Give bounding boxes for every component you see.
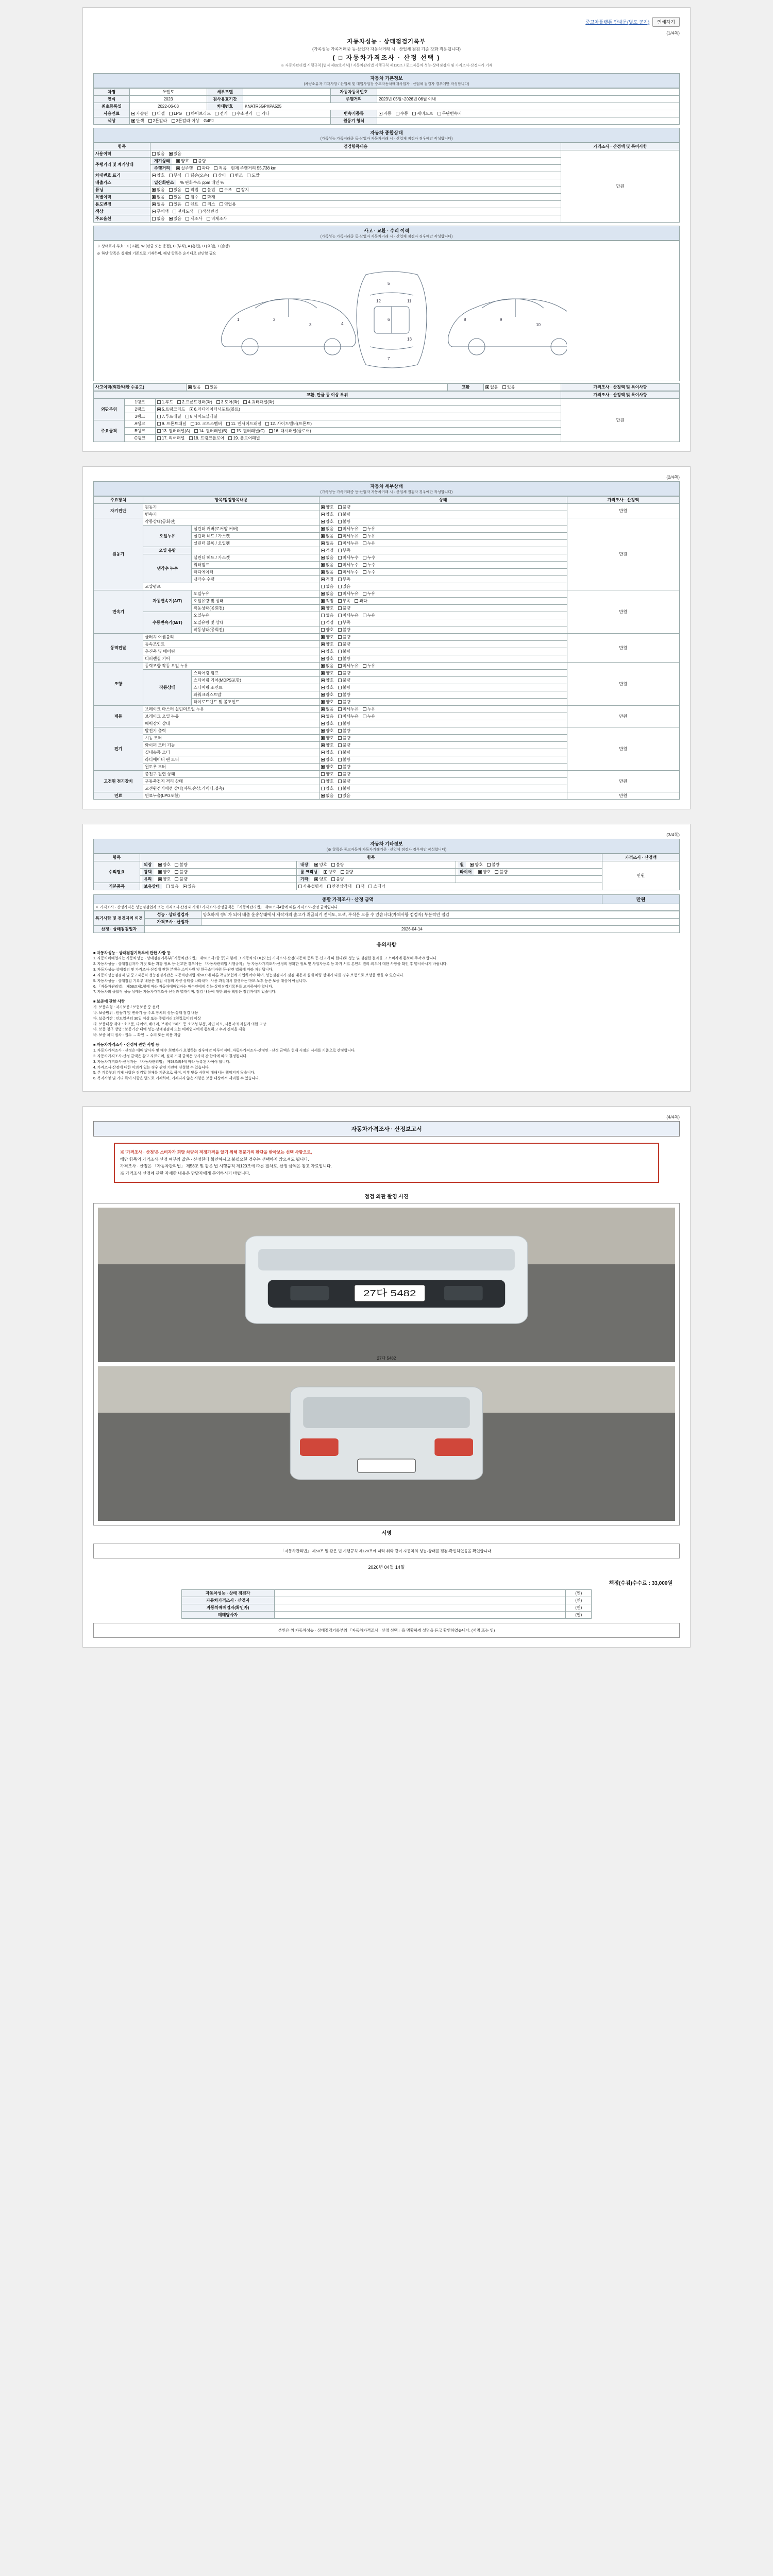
table-row: 냉각수 수량 적정 부족: [94, 575, 680, 583]
table-row: 시동 모터 양호 불량: [94, 734, 680, 741]
wiper-motor-options[interactable]: 양호 불량: [319, 741, 567, 749]
self-diag-engine-options[interactable]: 양호 불량: [319, 503, 567, 511]
fee-value: 33,000원: [651, 1581, 673, 1587]
at-oil-level-options[interactable]: 적정 부족 과다: [319, 597, 567, 604]
emission-values: 일산화탄소 % 탄화수소 ppm 매연 %: [150, 179, 561, 186]
section3-header: 사고 · 교환 · 수리 이력 (가족성능 가족거래중 등-산업자 자동차거래 시 · 산업체 점검자 경우에만 작성합니다): [93, 226, 680, 241]
page-number-4: (4/4쪽): [666, 1114, 680, 1120]
first-reg-date-value: 2022-06-03: [130, 103, 207, 110]
table-row: 자동차매매업자(확인자) (인): [181, 1604, 592, 1612]
radiator-fan-options[interactable]: 양호 불량: [319, 756, 567, 763]
page-number-2: (2/4쪽): [666, 474, 680, 480]
oil-level-options[interactable]: 적정 부족: [319, 547, 567, 554]
mt-oil-level-options[interactable]: 적정 부족: [319, 619, 567, 626]
cylinder-head-oil-options[interactable]: 없음 미세누유 누유: [319, 532, 567, 539]
brake-oil-options[interactable]: 없음 미세누유 누유: [319, 713, 567, 720]
vin-mark-options[interactable]: 양호 부식 훼손(오손) 상이 변조 도말: [150, 172, 561, 179]
accident-history-options[interactable]: 없음 있음: [187, 383, 448, 391]
fee-label: 책정(수검)수수료 :: [609, 1581, 650, 1587]
repair-interior[interactable]: 내장 양호 불량: [296, 861, 456, 868]
table-row: 최초등록일 2022-06-03 차대번호 KNATR5GPXPA525: [94, 103, 680, 110]
performance-inspector-opinion: 양호하게 정비가 되어 배출 운송상태에서 제작자의 출고가 취급되기 전에도, 도색, 부식은 모름 수 있습니다(자체사항 점검자) 부분적인 점검: [201, 911, 679, 918]
table-row: 고전원 전기장치 충전구 절연 상태 양호 불량 만원: [94, 770, 680, 777]
repair-tire[interactable]: 타이어 양호 불량: [456, 868, 602, 875]
engine-type-value: [377, 117, 680, 124]
cv-joint-options[interactable]: 양호 불량: [319, 640, 567, 648]
page-1: [82, 7, 691, 452]
price-assessor-opinion: [201, 918, 679, 925]
platform-notice-link[interactable]: 중고차플랫폼 안내문(별도 공지): [585, 20, 650, 25]
alternator-options[interactable]: 양호 불량: [319, 727, 567, 734]
plate-number-value: [377, 88, 680, 95]
price-adjust-note: 만원: [561, 150, 680, 222]
table-row: 차명 쏘렌토 세부모델 자동차등록번호: [94, 88, 680, 95]
table-row: 제동 브레이크 마스터 실린더오일 누유 없음 미세누유 누유 만원: [94, 705, 680, 713]
table-row: 2랭크 5.트렁크리드 6.라디에이터서포트(볼트): [94, 405, 680, 413]
svg-text:7: 7: [388, 356, 390, 361]
starter-motor-options[interactable]: 양호 불량: [319, 734, 567, 741]
table-row: [94, 875, 680, 883]
print-button[interactable]: 인쇄하기: [652, 17, 680, 27]
inspector-opinion-table: [93, 911, 680, 933]
table-row: 사용이력 없음 있음 만원: [94, 150, 680, 157]
guide-item: 7. 자동차의 종합적 성능 상태는 자동차가격조사·산정과 별개이며, 점검 내용에 대한 최종 책임은 점검자에게 있습니다.: [93, 990, 277, 994]
steering-joint-options[interactable]: 양호 불량: [319, 684, 567, 691]
overall-condition-table: [93, 143, 680, 223]
table-row: 주행거리 및 계기상태 계기상태 양호 불량: [94, 157, 680, 164]
year-value: 2023: [130, 95, 207, 103]
toolbar: [93, 15, 680, 30]
rocker-cover-options[interactable]: 없음 미세누유 누유: [319, 525, 567, 532]
steering-gear-options[interactable]: 양호 불량: [319, 676, 567, 684]
panel-rank-table: [93, 391, 680, 442]
table-row: 색상 단색 2톤칼라 3톤칼라 이상 G4FJ 원동기 형식: [94, 117, 680, 124]
svg-text:8: 8: [464, 317, 466, 322]
steering-pump-options[interactable]: 양호 불량: [319, 669, 567, 676]
guide-title: 유의사항: [376, 942, 397, 948]
table-row: 와이퍼 모터 기능 양호 불량: [94, 741, 680, 749]
table-row: 작동상태(공회전) 양호 불량: [94, 604, 680, 612]
table-header-row: 교환, 판금 등 이상 부위 가격조사 · 산정액 및 특이사항: [94, 391, 680, 398]
guide-item: 3. 자동차성능·상태점검 및 가격조사·산정에 관한 분쟁은 소비자원 및 한국소비자원 등-관련 법률에 따라 처리됩니다.: [93, 968, 274, 972]
panel-price-note: 만원: [561, 398, 680, 442]
svg-text:12: 12: [376, 298, 381, 303]
guide-item: 다. 보증기간 : 인도일부터 30일 이상 또는 주행거리 2천킬로미터 이상: [93, 1016, 201, 1021]
damage-diagram-panel: [93, 241, 680, 381]
document-page-1: [0, 0, 773, 459]
brake-master-options[interactable]: 없음 미세누유 누유: [319, 705, 567, 713]
table-row: 튜닝 없음 있음 적법 불법 구조 장치: [94, 186, 680, 193]
notice-line-4: ※ 가격조사·산정에 관한 자세한 내용은 담당자에게 문의하시기 바랍니다.: [120, 1171, 250, 1176]
notice-line-1: ※ '가격조사 · 산정'은 소비자가 희망 차량의 적정가격을 알기 위해 전문가의 판단을 받아보는 선택 사항으로,: [120, 1150, 312, 1155]
table-row: 외판부위 1랭크 1.후드 2.프론트펜더(좌) 3.도어(좌) 4.쿼터패널(좌) 만원: [94, 398, 680, 405]
table-row: 고압펌프 없음 있음: [94, 583, 680, 590]
table-row: [94, 868, 680, 875]
color-change-options[interactable]: 무채색 전체도색 색상변경: [150, 208, 561, 215]
section4-header: 자동차 세부상태 (가족성능 가족거래중 등-산업자 자동차거래 시 · 산업체 점검자 경우에만 작성합니다): [93, 481, 680, 496]
coolant-head-options[interactable]: 없음 미세누수 누수: [319, 554, 567, 561]
table-row: 동력전달 클러치 어셈블리 양호 불량 만원: [94, 633, 680, 640]
table-row: 타이로드엔드 및 볼조인트 양호 불량: [94, 698, 680, 705]
guide-item: 1. 자동차매매업자는 자동차성능 · 상태점검기록부(「자동차관리법」 제58조제1항 등)와 함께 그 자동차의 DL(또는) 가격조사·산정(자동차 등록 등-신고에 따 한다)로 성능 및 점검한 결과를 그 소비자에 통보해 주셔야 합니다.: [93, 957, 438, 961]
section2-header: 자동차 종합상태 (가족성능 가족거래중 등-산업자 자동차거래 시 · 산업체 점검자 경우에만 작성합니다): [93, 128, 680, 143]
table-row: 냉각수 누수 실린더 헤드 / 가스켓 없음 미세누수 누수: [94, 554, 680, 561]
table-row: 브레이크 오일 누유 없음 미세누유 누유: [94, 713, 680, 720]
table-row: 색상 무채색 전체도색 색상변경: [94, 208, 680, 215]
svg-text:4: 4: [341, 321, 344, 326]
table-row: 배출가스 일산화탄소 % 탄화수소 ppm 매연 %: [94, 179, 680, 186]
front-photo-plate: 27다 5482: [377, 1356, 396, 1361]
battery-isolation-options[interactable]: 양호 불량: [319, 777, 567, 785]
differential-options[interactable]: 양호 불량: [319, 655, 567, 662]
page-number-1: (1/4쪽): [666, 30, 680, 36]
seal-3: (인): [566, 1612, 592, 1619]
guide-section-1-head: ■ 보증에 관한 사항: [93, 999, 125, 1004]
table-row: 스티어링 기어(MDPS포함) 양호 불량: [94, 676, 680, 684]
accident-history-table: [93, 383, 680, 391]
detail-model-value: [243, 88, 331, 95]
table-row: 오일유량 및 상태 적정 부족: [94, 619, 680, 626]
color-options[interactable]: 단색 2톤칼라 3톤칼라 이상 G4FJ: [130, 117, 331, 124]
svg-text:6: 6: [388, 317, 390, 322]
transmission-options[interactable]: 자동 수동 세미오토 무단변속기: [377, 110, 680, 117]
repair-exterior[interactable]: 외장 양호 불량: [140, 861, 297, 868]
basic-items-have[interactable]: 보유상태 없음 있음: [140, 883, 297, 890]
seal-2: (인): [566, 1604, 592, 1612]
fee-row: [93, 1575, 680, 1589]
hv-wiring-options[interactable]: 양호 불량: [319, 785, 567, 792]
clutch-options[interactable]: 양호 불량: [319, 633, 567, 640]
self-diag-trans-options[interactable]: 양호 불량: [319, 511, 567, 518]
table-row: 매매당사자 (인): [181, 1612, 592, 1619]
table-row: 수리필요 외장 양호 불량 내장 양호 불량 휠 양호 불량 만원: [94, 861, 680, 868]
main-options-options[interactable]: 없음 있음 제조사 비제조사: [150, 215, 561, 222]
outer-rank1-items[interactable]: 1.후드 2.프론트펜더(좌) 3.도어(좌) 4.쿼터패널(좌): [156, 398, 561, 405]
section1-header: 자동차 기본정보 (차량소유자 기재사항 / 산업체 및 매입사업장 중고자동차매매사업자 · 산업체 점검자 경우에만 작성합니다): [93, 73, 680, 88]
outer-rank2-items[interactable]: 5.트렁크리드 6.라디에이터서포트(볼트): [156, 405, 561, 413]
inspection-date-value: 2026-04-14: [144, 925, 679, 933]
guide-section-2-head: ■ 자동차가격조사 · 산정에 관한 사항 등: [93, 1042, 160, 1047]
photo-section-title: 점검 외관 촬영 사진: [364, 1194, 409, 1200]
final-price-table: [93, 894, 680, 911]
table-row: 실린더 블록 / 오일팬 없음 미세누유 누유: [94, 539, 680, 547]
table-row: 주요옵션 없음 있음 제조사 비제조사: [94, 215, 680, 222]
signature-date: 2026년 04월 14일: [368, 1565, 405, 1570]
table-row: 오일 유량 적정 부족: [94, 547, 680, 554]
inspection-valid-value: [243, 95, 331, 103]
repair-polish[interactable]: 광택 양호 불량: [140, 868, 297, 875]
svg-text:13: 13: [407, 336, 412, 342]
signature-legal-note: 「자동차관리법」 제58조 및 같은 법 시행규칙 제120조에 따라 위와 같이 자동차의 성능·상태를 점검·확인하였음을 확인합니다.: [93, 1544, 680, 1558]
final-confirmation-note: 본인은 위 자동차성능 · 상태점검기록부의 「자동차가격조사 · 산정 선택」을 명확하게 설명을 듣고 확인하였습니다. (서명 또는 인): [93, 1623, 680, 1638]
booster-options[interactable]: 양호 불량: [319, 720, 567, 727]
document-page-2: [0, 459, 773, 817]
signer-name-2[interactable]: [274, 1604, 566, 1612]
inner-rankA-items[interactable]: 9. 프론트패널 10. 크로스멤버 11. 인사이드패널 12. 사이드멤버(프론트): [156, 420, 561, 427]
table-row: 변속기 양호 불량: [94, 511, 680, 518]
table-row: 수동변속기(M/T) 오일누유 없음 미세누유 누유: [94, 612, 680, 619]
basic-items-list[interactable]: 사용설명서 안전삼각대 잭 스패너: [296, 883, 602, 890]
table-row: 특기사항 및 점검자의 의견 성능 · 상태점검자 양호하게 정비가 되어 배출 운송상태에서 제작자의 출고가 취급되기 전에도, 도색, 부식은 모름 수 있습니다(자체사항 점검자) 부분적인 점검: [94, 911, 680, 918]
page-4: [82, 1106, 691, 1648]
outer-rank3-items[interactable]: 7.루프패널 8.사이드실패널: [156, 413, 561, 420]
guide-body: [93, 950, 680, 1082]
signer-name-1[interactable]: [274, 1597, 566, 1604]
document-title-secondary: ( □ 자동차가격조사 · 산정 선택 ): [332, 54, 441, 61]
document-page-3: [0, 817, 773, 1099]
guide-item: 3. 자동차가격조사·산정자는 「자동차관리법」 제58조의4에 따라 등록된 자여야 합니다.: [93, 1060, 230, 1064]
table-row: C랭크 17. 리어패널 18. 트렁크플로어 19. 플로어패널: [94, 434, 680, 442]
guide-item: 1. 자동차가격조사 · 산정은 매매 당사자 및 매수 희망자가 요청하는 경우에만 이루어지며, 자동차가격조사·산정인 · 산정 금액은 현재 시점의 시세를 기준으로 산정합니다.: [93, 1049, 356, 1053]
notice-line-2: 해당 항목의 가격조사·산정 여부와 값은 · 산정한다 확인하시고 불필요한 경우는 선택하지 않으셔도 됩니다.: [120, 1157, 309, 1162]
document-legal-note: ※ 자동차관리법 시행규칙 [별지 제82호서식] / 자동차관리법 시행규칙 제120조 / 중고자동차 성능·상태점검자 및 가격조사·산정자가 기재: [280, 64, 493, 67]
document-subtitle: (가족성능 가족거래중 등-산업자 자동차거래 시 · 산업체 점검 기준 강화 적용됩니다): [312, 47, 461, 52]
cylinder-block-options[interactable]: 없음 미세누유 누유: [319, 539, 567, 547]
special-history-options[interactable]: 없음 있음 침수 화재: [150, 193, 561, 200]
page-3: [82, 824, 691, 1092]
table-row: 실내송풍 모터 양호 불량: [94, 749, 680, 756]
usage-change-options[interactable]: 없음 있음 렌트 리스 영업용: [150, 200, 561, 208]
repair-etc[interactable]: 기타 양호 불량: [296, 875, 456, 883]
front-view-photo: [98, 1208, 675, 1362]
table-row: 등속조인트 양호 불량: [94, 640, 680, 648]
svg-text:1: 1: [237, 317, 240, 322]
guide-item: 나. 보증범위 : 원동기 및 변속기 등 주요 장치의 성능·상태 점검 내용: [93, 1011, 198, 1015]
high-pressure-pump-options[interactable]: 없음 있음: [319, 583, 567, 590]
page-number-3: (3/4쪽): [666, 832, 680, 837]
guide-section-0-head: ■ 자동차성능 · 상태점검기록부에 관한 사항 등: [93, 950, 171, 955]
table-row: 파워크러스트암 양호 불량: [94, 691, 680, 698]
table-row: 작동상태 스티어링 펌프 양호 불량: [94, 669, 680, 676]
table-row: 라디에이터 없음 미세누수 누수: [94, 568, 680, 575]
mt-idle-options[interactable]: 양호 불량: [319, 626, 567, 633]
table-row: 워터펌프 없음 미세누수 누수: [94, 561, 680, 568]
table-row: 배력장치 상태 양호 불량: [94, 720, 680, 727]
table-header-row: 항목 항목 가격조사 · 산정액: [94, 854, 680, 861]
table-row: 구동축전지 격리 상태 양호 불량: [94, 777, 680, 785]
inner-rankC-items[interactable]: 17. 리어패널 18. 트렁크플로어 19. 플로어패널: [156, 434, 561, 442]
table-row: 디퍼렌셜 기어 양호 불량: [94, 655, 680, 662]
table-row: 오일누유 실린더 커버(로커암 커버) 없음 미세누유 누유: [94, 525, 680, 532]
table-row: 라디에이터 팬 모터 양호 불량: [94, 756, 680, 763]
svg-text:9: 9: [500, 317, 502, 322]
price-report-banner: 자동차가격조사 · 산정보고서: [93, 1121, 680, 1137]
price-selection-notice: [114, 1143, 659, 1183]
signer-name-0[interactable]: [274, 1590, 566, 1597]
tie-rod-options[interactable]: 양호 불량: [319, 698, 567, 705]
table-row: 가격조사 · 산정자: [94, 918, 680, 925]
table-row: 주요골격 A랭크 9. 프론트패널 10. 크로스멤버 11. 인사이드패널 12. 사이드멤버(프론트): [94, 420, 680, 427]
table-row: 고전원전기배선 상태(피복,손상,커넥터,접촉) 양호 불량: [94, 785, 680, 792]
basic-info-table: [93, 88, 680, 125]
table-row: B랭크 13. 필러패널(A) 14. 필러패널(B) 15. 필러패널(C) 16. 대시패널(플로어): [94, 427, 680, 434]
document-page-4: [0, 1099, 773, 1655]
color-code-value: G4FJ: [204, 118, 214, 123]
diagram-note-1: ※ 상태표시 부호 : X (교환), W (판금 또는 용접), C (부식), A (흠집), U (요철), T (손상): [97, 244, 230, 248]
diagram-note-2: ※ 하단 항목은 실제의 기준으로 기재하며, 해당 항목은 순서대로 판단할 필요: [97, 252, 216, 256]
vin-value: KNATR5GPXPA525: [243, 103, 680, 110]
svg-text:2: 2: [273, 317, 276, 322]
table-row: 기본품목 보유상태 없음 있음 사용설명서 안전삼각대 잭 스패너: [94, 883, 680, 890]
section5-header: 자동차 기타정보 (※ 항목은 중고자동차 자동차거래기준 · 산업체 점검자 경우에만 작성합니다): [93, 839, 680, 854]
notice-line-3: 가격조사 · 산정은 「자동차관리법」 제58조 및 같은 법 시행규칙 제120조에 따른 절차로, 산정 금액은 참고 자료입니다.: [120, 1164, 332, 1169]
usage-history-options[interactable]: 없음 있음: [150, 150, 561, 157]
table-row: 조향 동력조향 작동 오일 누유 없음 미세누유 누유 만원: [94, 662, 680, 669]
table-row: 용도변경 없음 있음 렌트 리스 영업용: [94, 200, 680, 208]
odometer-state-options[interactable]: 계기상태 양호 불량: [150, 157, 561, 164]
table-row: 연료 연료누출(LPG포함) 없음 있음 만원: [94, 792, 680, 799]
mileage-options[interactable]: 주행거리 실주행 과다 적음 현재 주행거리 55,738 km: [150, 164, 561, 172]
propeller-shaft-options[interactable]: 양호 불량: [319, 648, 567, 655]
table-row: 연식 2023 검사유효기간 주행거리 2023년 05월~2026년 06월 이내: [94, 95, 680, 103]
table-row: 사고이력(외판/내판 수음도) 없음 있음 교환 없음 있음 가격조사 · 산정액 및 특이사항: [94, 383, 680, 391]
rear-view-photo: [98, 1366, 675, 1521]
signer-name-3[interactable]: [274, 1612, 566, 1619]
guide-item: 5. 본 기록부의 기재 사항은 점검일 현재를 기준으로 하며, 이후 변동 사항에 대해서는 책임지지 않습니다.: [93, 1071, 256, 1075]
table-row: 자동차성능 · 상태 점검자 (인): [181, 1590, 592, 1597]
tuning-options[interactable]: 없음 있음 적법 불법 구조 장치: [150, 186, 561, 193]
document-title: 자동차성능 · 상태점검기록부: [347, 39, 426, 45]
seal-1: (인): [566, 1597, 592, 1604]
blower-motor-options[interactable]: 양호 불량: [319, 749, 567, 756]
table-row: 전기 발전기 출력 양호 불량 만원: [94, 727, 680, 734]
charge-port-insulation-options[interactable]: 양호 불량: [319, 770, 567, 777]
table-row: 차대번호 표기 양호 부식 훼손(오손) 상이 변조 도말: [94, 172, 680, 179]
svg-text:10: 10: [536, 322, 541, 327]
table-row: [94, 904, 680, 910]
fuel-options[interactable]: 가솔린 디젤 LPG 하이브리드 전기 수소전기 기타: [130, 110, 331, 117]
guide-item: 마. 보증 청구 방법 : 보증기간 내에 성능·상태점검자 또는 매매업자에게 통보하고 수리 견적을 제출: [93, 1028, 246, 1032]
guide-item: 바. 보증 처리 절차 : 접수 → 확인 → 수리 또는 비용 지급: [93, 1033, 181, 1038]
table-row: 자기진단 원동기 양호 불량 만원: [94, 503, 680, 511]
table-row: 자동차가격조사 · 산정자 (인): [181, 1597, 592, 1604]
guide-item: 4. 가격조사·산정에 대한 이의가 있는 경우 관련 기관에 신청할 수 있습니다.: [93, 1065, 210, 1070]
other-info-table: [93, 854, 680, 890]
table-row: 3랭크 7.루프패널 8.사이드실패널: [94, 413, 680, 420]
guide-item: 라. 보증대상 제외 : 소모품, 타이어, 배터리, 브레이크패드 등 소모성 부품, 자연 마모, 사용자의 과실에 의한 고장: [93, 1022, 266, 1026]
mileage-period-value: 2023년 05월~2026년 06월 이내: [377, 95, 680, 103]
svg-text:27다 5482: 27다 5482: [363, 1289, 416, 1299]
table-row: 원동기 작동상태(공회전) 양호 불량 만원: [94, 518, 680, 525]
signature-section-title: 서명: [381, 1531, 392, 1537]
guide-item: 5. 자동차성능 · 상태점검 기록부 내용은 점검 시점의 차량 상태를 나타내며, 사용 과정에서 발생하는 마모·노후 등은 보증 대상이 아닙니다.: [93, 979, 307, 983]
mt-oil-leak-options[interactable]: 없음 미세누유 누유: [319, 612, 567, 619]
water-pump-options[interactable]: 없음 미세누수 누수: [319, 561, 567, 568]
seal-0: (인): [566, 1590, 592, 1597]
table-header-row: 항목 점검항목내용 가격조사 · 산정액 및 특이사항: [94, 143, 680, 150]
power-crust-arm-options[interactable]: 양호 불량: [319, 691, 567, 698]
guide-item: 2. 자동차성능 · 상태점검자가 거짓 또는 과장 정보 등-신고한 경우에는 「자동차관리법 시행규칙」 등 자동차가격조사·산정의 정확한 정보 및 사업자등록 등 과거 서류 본인의 권리·의무에 대한 사항을 확인 후 명시하시기 바랍니다.: [93, 962, 448, 967]
inner-rankB-items[interactable]: 13. 필러패널(A) 14. 필러패널(B) 15. 필러패널(C) 16. 대시패널(플로어): [156, 427, 561, 434]
repair-glass[interactable]: 유리 양호 불량: [140, 875, 297, 883]
svg-text:11: 11: [407, 298, 412, 303]
guide-item: 6. 「자동차관리법」 제58조제1항에 따라 자동차매매업자는 매수인에게 성능·상태점검기록부를 고지하여야 합니다.: [93, 985, 273, 989]
guide-item: 6. 복지사양 및 기타 특이 사항은 별도로 기재하며, 기재되지 않은 사항은 보증 대상에서 제외될 수 있습니다.: [93, 1077, 260, 1081]
table-row: 윈도우 모터 양호 불량: [94, 763, 680, 770]
table-header-row: 주요장치 항목/점검항목내용 상태 가격조사 · 산정액: [94, 496, 680, 503]
table-row: 사용연료 가솔린 디젤 LPG 하이브리드 전기 수소전기 기타 변속기종류 자동 수동 세미오토 무단변속기: [94, 110, 680, 117]
window-motor-options[interactable]: 양호 불량: [319, 763, 567, 770]
repair-cleaning[interactable]: 룸 크리닝 양호 불량: [296, 868, 456, 875]
at-idle-options[interactable]: 양호 불량: [319, 604, 567, 612]
table-row: 작동상태(공회전) 양호 불량: [94, 626, 680, 633]
table-row: 오일유량 및 상태 적정 부족 과다: [94, 597, 680, 604]
page-2: [82, 466, 691, 809]
exchange-options[interactable]: 없음 있음: [484, 383, 561, 391]
table-row: 스티어링 조인트 양호 불량: [94, 684, 680, 691]
repair-wheel[interactable]: 휠 양호 불량: [456, 861, 602, 868]
guide-item: 가. 보증유형 : 자기보증 / 보험보증 중 선택: [93, 1006, 159, 1010]
coolant-level-options[interactable]: 적정 부족: [319, 575, 567, 583]
table-row: 종합 가격조사 · 산정 금액 만원: [94, 894, 680, 904]
table-row: 실린더 헤드 / 가스켓 없음 미세누유 누유: [94, 532, 680, 539]
svg-text:5: 5: [388, 281, 390, 286]
table-row: 변속기 자동변속기(A/T) 오일누유 없음 미세누유 누유 만원: [94, 590, 680, 597]
table-row: 추진축 및 베어링 양호 불량: [94, 648, 680, 655]
current-mileage-value: 현재 주행거리 55,738 km: [230, 165, 277, 171]
model-name-value: 쏘렌토: [130, 88, 207, 95]
final-price-note: ※ 가격조사 · 산정가격은 성능점검업자 또는 가격조사·산정자 기재 / 가격조사·산정금액은 「자동차관리법」 제58조제4항에 따른 가격조사·산정 금액입니다.: [94, 904, 680, 910]
table-row: 특별이력 없음 있음 침수 화재: [94, 193, 680, 200]
radiator-options[interactable]: 없음 미세누수 누수: [319, 568, 567, 575]
table-row: 산정 · 상태점검일자 2026-04-14: [94, 925, 680, 933]
detail-condition-table: [93, 496, 680, 800]
at-oil-leak-options[interactable]: 없음 미세누유 누유: [319, 590, 567, 597]
engine-idle-options[interactable]: 양호 불량: [319, 518, 567, 525]
car-diagram: [97, 259, 676, 378]
guide-item: 2. 자동차가격조사·산정 금액은 참고 자료이며, 실제 거래 금액은 당사자 간 합의에 따라 결정됩니다.: [93, 1054, 248, 1058]
power-steering-leak-options[interactable]: 없음 미세누유 누유: [319, 662, 567, 669]
signature-table: [181, 1589, 592, 1619]
guide-item: 4. 자동차성능점검자 및 중고자동차 성능점검기관은 자동차관리법 제58조에 따른 책임보험에 가입하여야 하며, 성능점검자가 점검 내용과 실제 차량 상태가 다를 경우 보험으로 보상을 받을 수 있습니다.: [93, 973, 405, 977]
svg-text:3: 3: [309, 322, 312, 327]
fuel-leak-options[interactable]: 없음 있음: [319, 792, 567, 799]
